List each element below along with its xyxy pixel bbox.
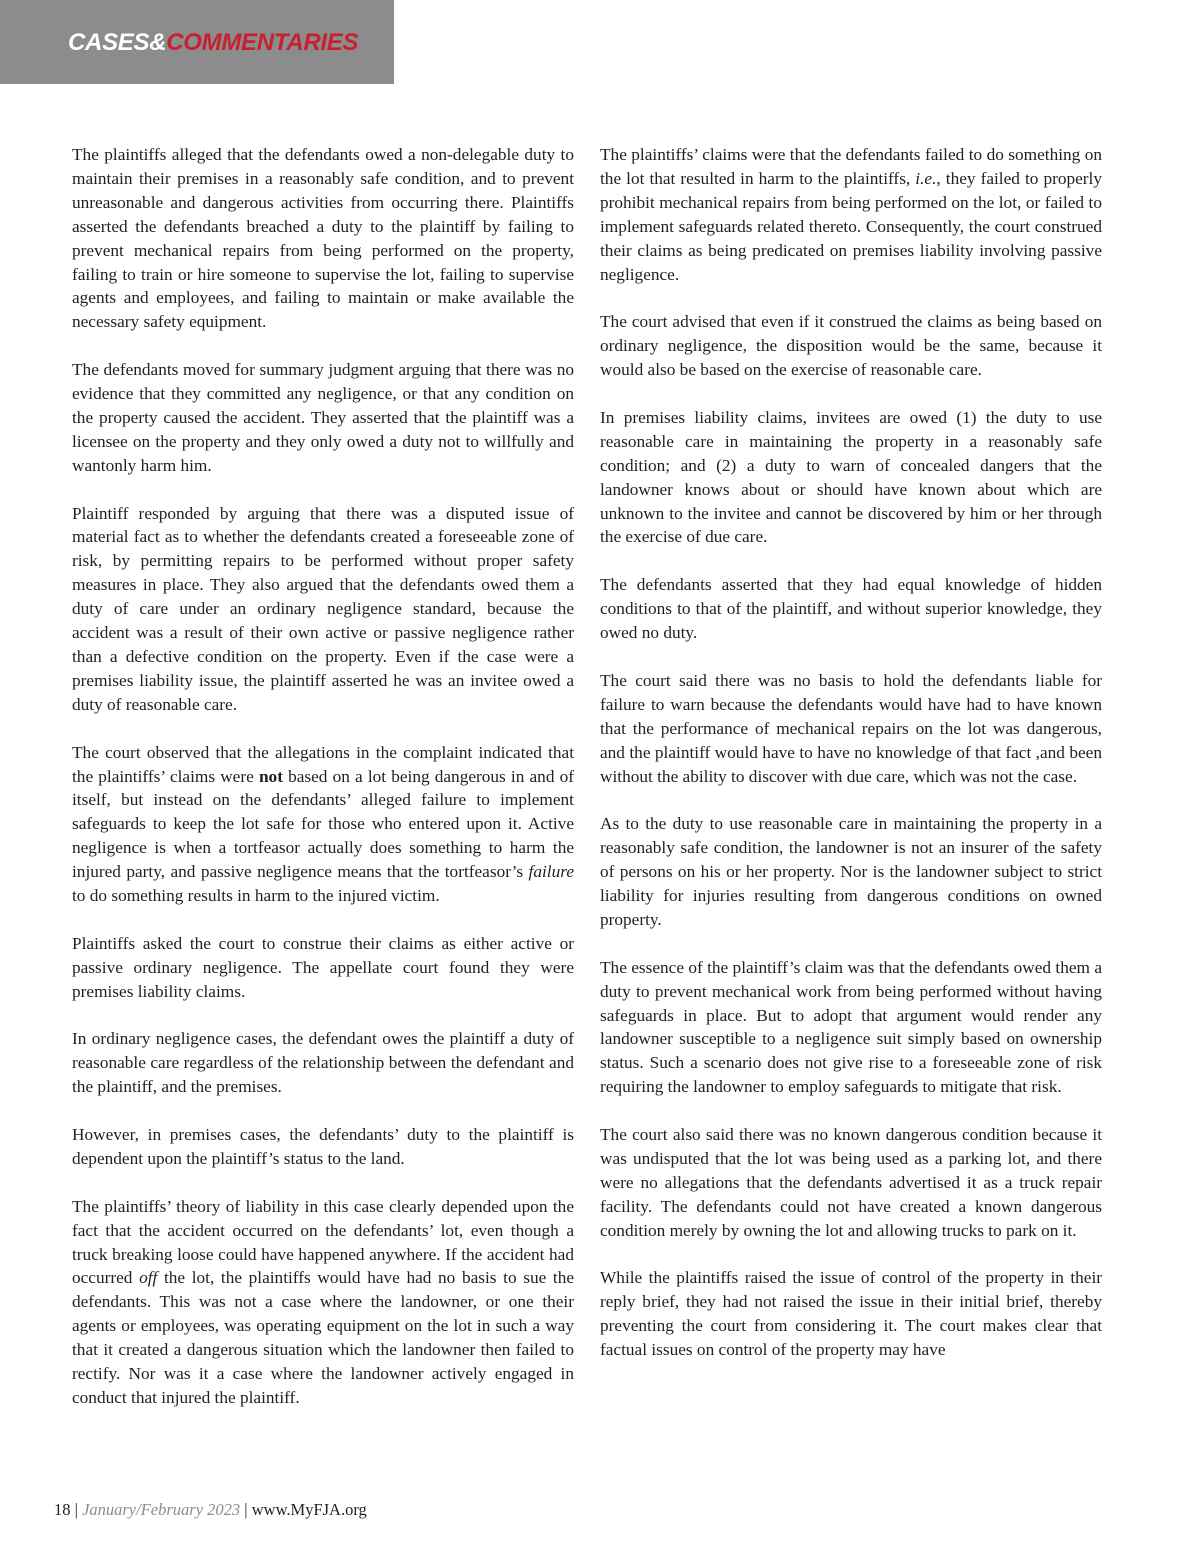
paragraph: Plaintiff responded by arguing that there was a disputed issue of material fact as to whether the defendants created a foreseeable zone of risk, by permitting repairs to be performed without proper safety measures in place. They also argued that the defendants owed them a duty of care under an ordinary negligence standard, because the accident was a result of their own active or passive negligence rather than a defective condition on the property. Even if the case were a premises liability issue, the plaintiff asserted he was an invitee owed a duty of reasonable care. xyxy=(72,503,574,714)
page-footer xyxy=(54,1500,367,1520)
page-number: 18 xyxy=(54,1500,71,1519)
paragraph: Plaintiffs asked the court to construe their claims as either active or passive ordinary negligence. The appellate court found they were premises liability claims. xyxy=(72,933,574,1001)
paragraph: The court observed that the allegations in the complaint indicated that the plaintiffs’ claims were not based on a lot being dangerous in and of itself, but instead on the defendants’ alleged failure to implement safeguards to keep the lot safe for those who entered upon it. Active negligence is when a tortfeasor actually does something to harm the injured party, and passive negligence means that the tortfeasor’s failure to do something results in harm to the injured victim. xyxy=(72,742,574,906)
paragraph: The plaintiffs’ claims were that the defendants failed to do something on the lot that resulted in harm to the plaintiffs, i.e., they failed to properly prohibit mechanical repairs from being performed on the lot, or failed to implement safeguards related thereto. Consequently, the court construed their claims as being predicated on premises liability involving passive negligence. xyxy=(600,145,1102,284)
paragraph: The plaintiffs’ theory of liability in this case clearly depended upon the fact that the accident occurred on the defendants’ lot, even though a truck breaking loose could have happened anywhere. If the accident had occurred off the lot, the plaintiffs would have had no basis to sue the defendants. This was not a case where the landowner, or one their agents or employees, was operating equipment on the lot in such a way that it created a dangerous situation which the landowner then failed to rectify. Nor was it a case where the landowner actively engaged in conduct that injured the plaintiff. xyxy=(72,1196,574,1408)
paragraph: In premises liability claims, invitees are owed (1) the duty to use reasonable care in maintaining the property in a reasonably safe condition; and (2) a duty to warn of concealed dangers that the landowner knows about or should have known about which are unknown to the invitee and cannot be discovered by him or her through the exercise of due care. xyxy=(600,407,1102,547)
paragraph: As to the duty to use reasonable care in maintaining the property in a reasonably safe condition, the landowner is not an insurer of the safety of persons on his or her property. Nor is the landowner subject to strict liability for injuries resulting from dangerous conditions on owned property. xyxy=(600,814,1102,929)
right-column xyxy=(600,143,1102,1386)
section-title-part2: COMMENTARIES xyxy=(166,29,359,56)
left-column xyxy=(72,143,574,1434)
paragraph: The essence of the plaintiff’s claim was that the defendants owed them a duty to prevent mechanical work from being performed without having safeguards in place. But to adopt that argument would render any landowner susceptible to a negligence suit simply based on ownership status. Such a scenario does not give rise to a foreseeable zone of risk requiring the landowner to employ safeguards to mitigate that risk. xyxy=(600,957,1102,1097)
issue-date: January/February 2023 xyxy=(82,1500,241,1519)
paragraph: While the plaintiffs raised the issue of control of the property in their reply brief, they had not raised the issue in their initial brief, thereby preventing the court from considering it. The court makes clear that factual issues on control of the property may have xyxy=(600,1268,1102,1360)
paragraph: The defendants asserted that they had equal knowledge of hidden conditions to that of the plaintiff, and without superior knowledge, they owed no duty. xyxy=(600,575,1102,643)
website-link[interactable]: www.MyFJA.org xyxy=(251,1500,367,1519)
paragraph: The court also said there was no known dangerous condition because it was undisputed that the lot was being used as a parking lot, and there were no allegations that the defendants advertised it as a truck repair facility. The defendants could not have created a known dangerous condition merely by owning the lot and allowing trucks to park on it. xyxy=(600,1125,1102,1240)
paragraph: The court advised that even if it construed the claims as being based on ordinary negligence, the disposition would be the same, because it would also be based on the exercise of reasonable care. xyxy=(600,312,1102,380)
section-title-part1: CASES& xyxy=(68,29,167,56)
paragraph: The plaintiffs alleged that the defendants owed a non-delegable duty to maintain their premises in a reasonably safe condition, and to prevent unreasonable and dangerous activities from occurring there. Plaintiffs asserted the defendants breached a duty to the plaintiff by failing to prevent mechanical repairs from being performed on the property, failing to train or hire someone to supervise the lot, failing to supervise agents and employees, and failing to maintain or make available the necessary safety equipment. xyxy=(72,145,574,332)
paragraph: However, in premises cases, the defendants’ duty to the plaintiff is dependent upon the plaintiff’s status to the land. xyxy=(72,1125,574,1168)
paragraph: The defendants moved for summary judgment arguing that there was no evidence that they committed any negligence, or that any condition on the property caused the accident. They asserted that the plaintiff was a licensee on the property and they only owed a duty not to willfully and wantonly harm him. xyxy=(72,360,574,475)
paragraph: The court said there was no basis to hold the defendants liable for failure to warn because the defendants would have had to have known that the performance of mechanical repairs on the lot was dangerous, and the plaintiff would have to have no knowledge of that fact ,and been without the ability to discover with due care, which was not the case. xyxy=(600,670,1102,786)
section-banner xyxy=(0,0,394,84)
footer-separator: | xyxy=(244,1500,248,1519)
footer-separator: | xyxy=(74,1500,78,1519)
paragraph: In ordinary negligence cases, the defendant owes the plaintiff a duty of reasonable care regardless of the relationship between the defendant and the plaintiff, and the premises. xyxy=(72,1029,574,1097)
section-title xyxy=(68,29,358,57)
